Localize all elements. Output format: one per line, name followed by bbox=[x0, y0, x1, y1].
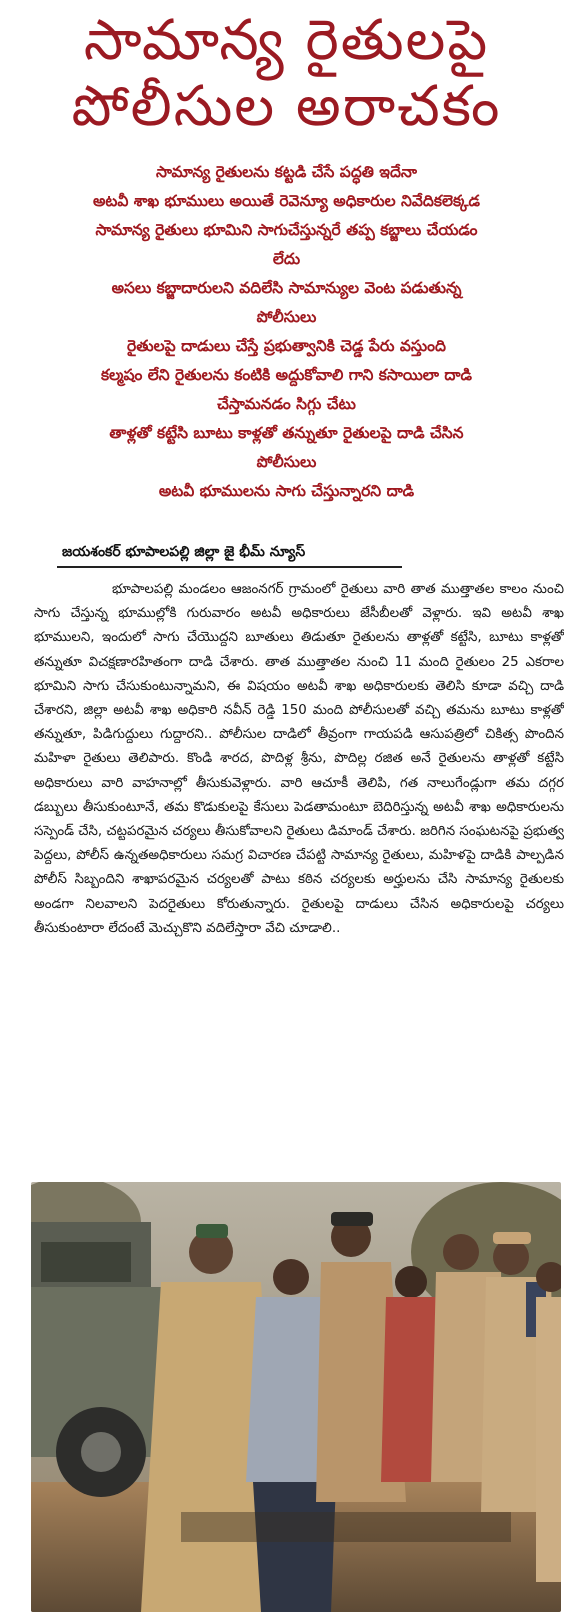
subheadline: సామాన్య రైతులను కట్టడి చేసే పద్ధతి ఇదేనా bbox=[155, 163, 418, 181]
headline-line-2: పోలీసుల అరాచకం bbox=[71, 74, 502, 139]
subheadline: పోలీసులు bbox=[256, 453, 317, 471]
subheadline: తాళ్లతో కట్టేసి బూటు కాళ్లతో తన్నుతూ రైతులపై దాడి చేసిన bbox=[109, 424, 464, 442]
news-photo bbox=[31, 1182, 561, 1612]
subheadline: కల్మషం లేని రైతులను కంటికి అద్దుకోవాలి గాని కసాయిలా దాడి bbox=[100, 366, 473, 384]
subheadline: అటవీ శాఖ భూములు అయితే రెవెన్యూ అధికారుల నివేదికలెక్కడ bbox=[93, 192, 480, 210]
subheadline-block bbox=[8, 158, 565, 506]
article-body: భూపాలపల్లి మండలం ఆజంనగర్ గ్రామంలో రైతులు వారి తాత ముత్తాతల కాలం నుంచి సాగు చేస్తున్న భూముల్లోకి గురువారం అటవీ అధికారులు జేసీబీలతో వెళ్లారు. ఇవి అటవీ శాఖ భూములని, ఇందులో సాగు చేయొద్దని బూతులు తిడుతూ రైతులను తాళ్లతో కట్టేసి, బూటు కాళ్లతో తన్నుతూ విచక్షణారహితంగా దాడి చేశారు. తాత ముత్తాతల నుంచి 11 మంది రైతులం 25 ఎకరాల భూమిని సాగు చేసుకుంటున్నామని, ఈ విషయం అటవీ శాఖ అధికారులకు తెలిసి కూడా వచ్చి దాడి చేశారని, జిల్లా అటవీ శాఖ అధికారి నవీన్ రెడ్డి 150 మంది పోలీసులతో వచ్చి తమను బూటు కాళ్లతో తన్నుతూ, పిడిగుద్దులు గుద్దారని.. పోలీసుల దాడిలో తీవ్రంగా గాయపడి ఆసుపత్రిలో చికిత్స పొందిన మహిళా రైతులు తెలిపారు. కొండి శారద, పొదిళ్ల శ్రీను, పొదిల్ల రజిత అనే రైతులను తాళ్లతో కట్టేసి అధికారులు వారి వాహనాల్లో తీసుకువెళ్లారు. వారి ఆచూకీ తెలిపి, గత నాలుగేండ్లుగా తమ దగ్గర డబ్బులు తీసుకుంటూనే, తమ కొడుకులపై కేసులు పెడతామంటూ బెదిరిస్తున్న అటవీ శాఖ అధికారులను సస్పెండ్ చేసి, చట్టపరమైన చర్యలు తీసుకోవాలని రైతులు డిమాండ్ చేశారు. జరిగిన సంఘటనపై ప్రభుత్వ పెద్దలు, పోలీస్ ఉన్నతఅధికారులు సమగ్ర విచారణ చేపట్టి సామాన్య రైతులు, మహిళపై దాడికి పాల్పడిన పోలీస్ సిబ్బందిని శాఖాపరమైన చర్యలతో పాటు కఠిన చర్యలకు అర్హులను చేసి సామాన్య రైతులకు అండగా నిలవాలని పెదరైతులు కోరుతున్నారు. రైతులపై దాడులు చేసిన అధికారులపై చర్యలు తీసుకుంటారా లేదంటే మెచ్చుకొని వదిలేస్తారా వేచి చూడాలి.. bbox=[34, 582, 564, 936]
headline bbox=[0, 8, 573, 140]
headline-line-1: సామాన్య రైతులపై bbox=[83, 8, 490, 73]
subheadline: చేస్తామనడం సిగ్గు చేటు bbox=[217, 395, 356, 413]
subheadline: లేదు bbox=[272, 250, 301, 268]
subheadline: పోలీసులు bbox=[256, 308, 317, 326]
photo-illustration bbox=[31, 1182, 561, 1612]
subheadline: అసలు కబ్జాదారులని వదిలేసి సామాన్యుల వెంట పడుతున్న bbox=[111, 279, 462, 297]
subheadline: సామాన్య రైతులు భూమిని సాగుచేస్తున్నరే తప్ప కబ్జాలు చేయడం bbox=[95, 221, 478, 239]
subheadline: రైతులపై దాడులు చేస్తే ప్రభుత్వానికి చెడ్డ పేరు వస్తుంది bbox=[127, 337, 446, 355]
byline: జయశంకర్ భూపాలపల్లి జిల్లా జై భీమ్ న్యూస్ bbox=[62, 544, 306, 560]
byline-underline bbox=[57, 566, 402, 568]
subheadline: అటవీ భూములను సాగు చేస్తున్నారని దాడి bbox=[158, 482, 415, 500]
